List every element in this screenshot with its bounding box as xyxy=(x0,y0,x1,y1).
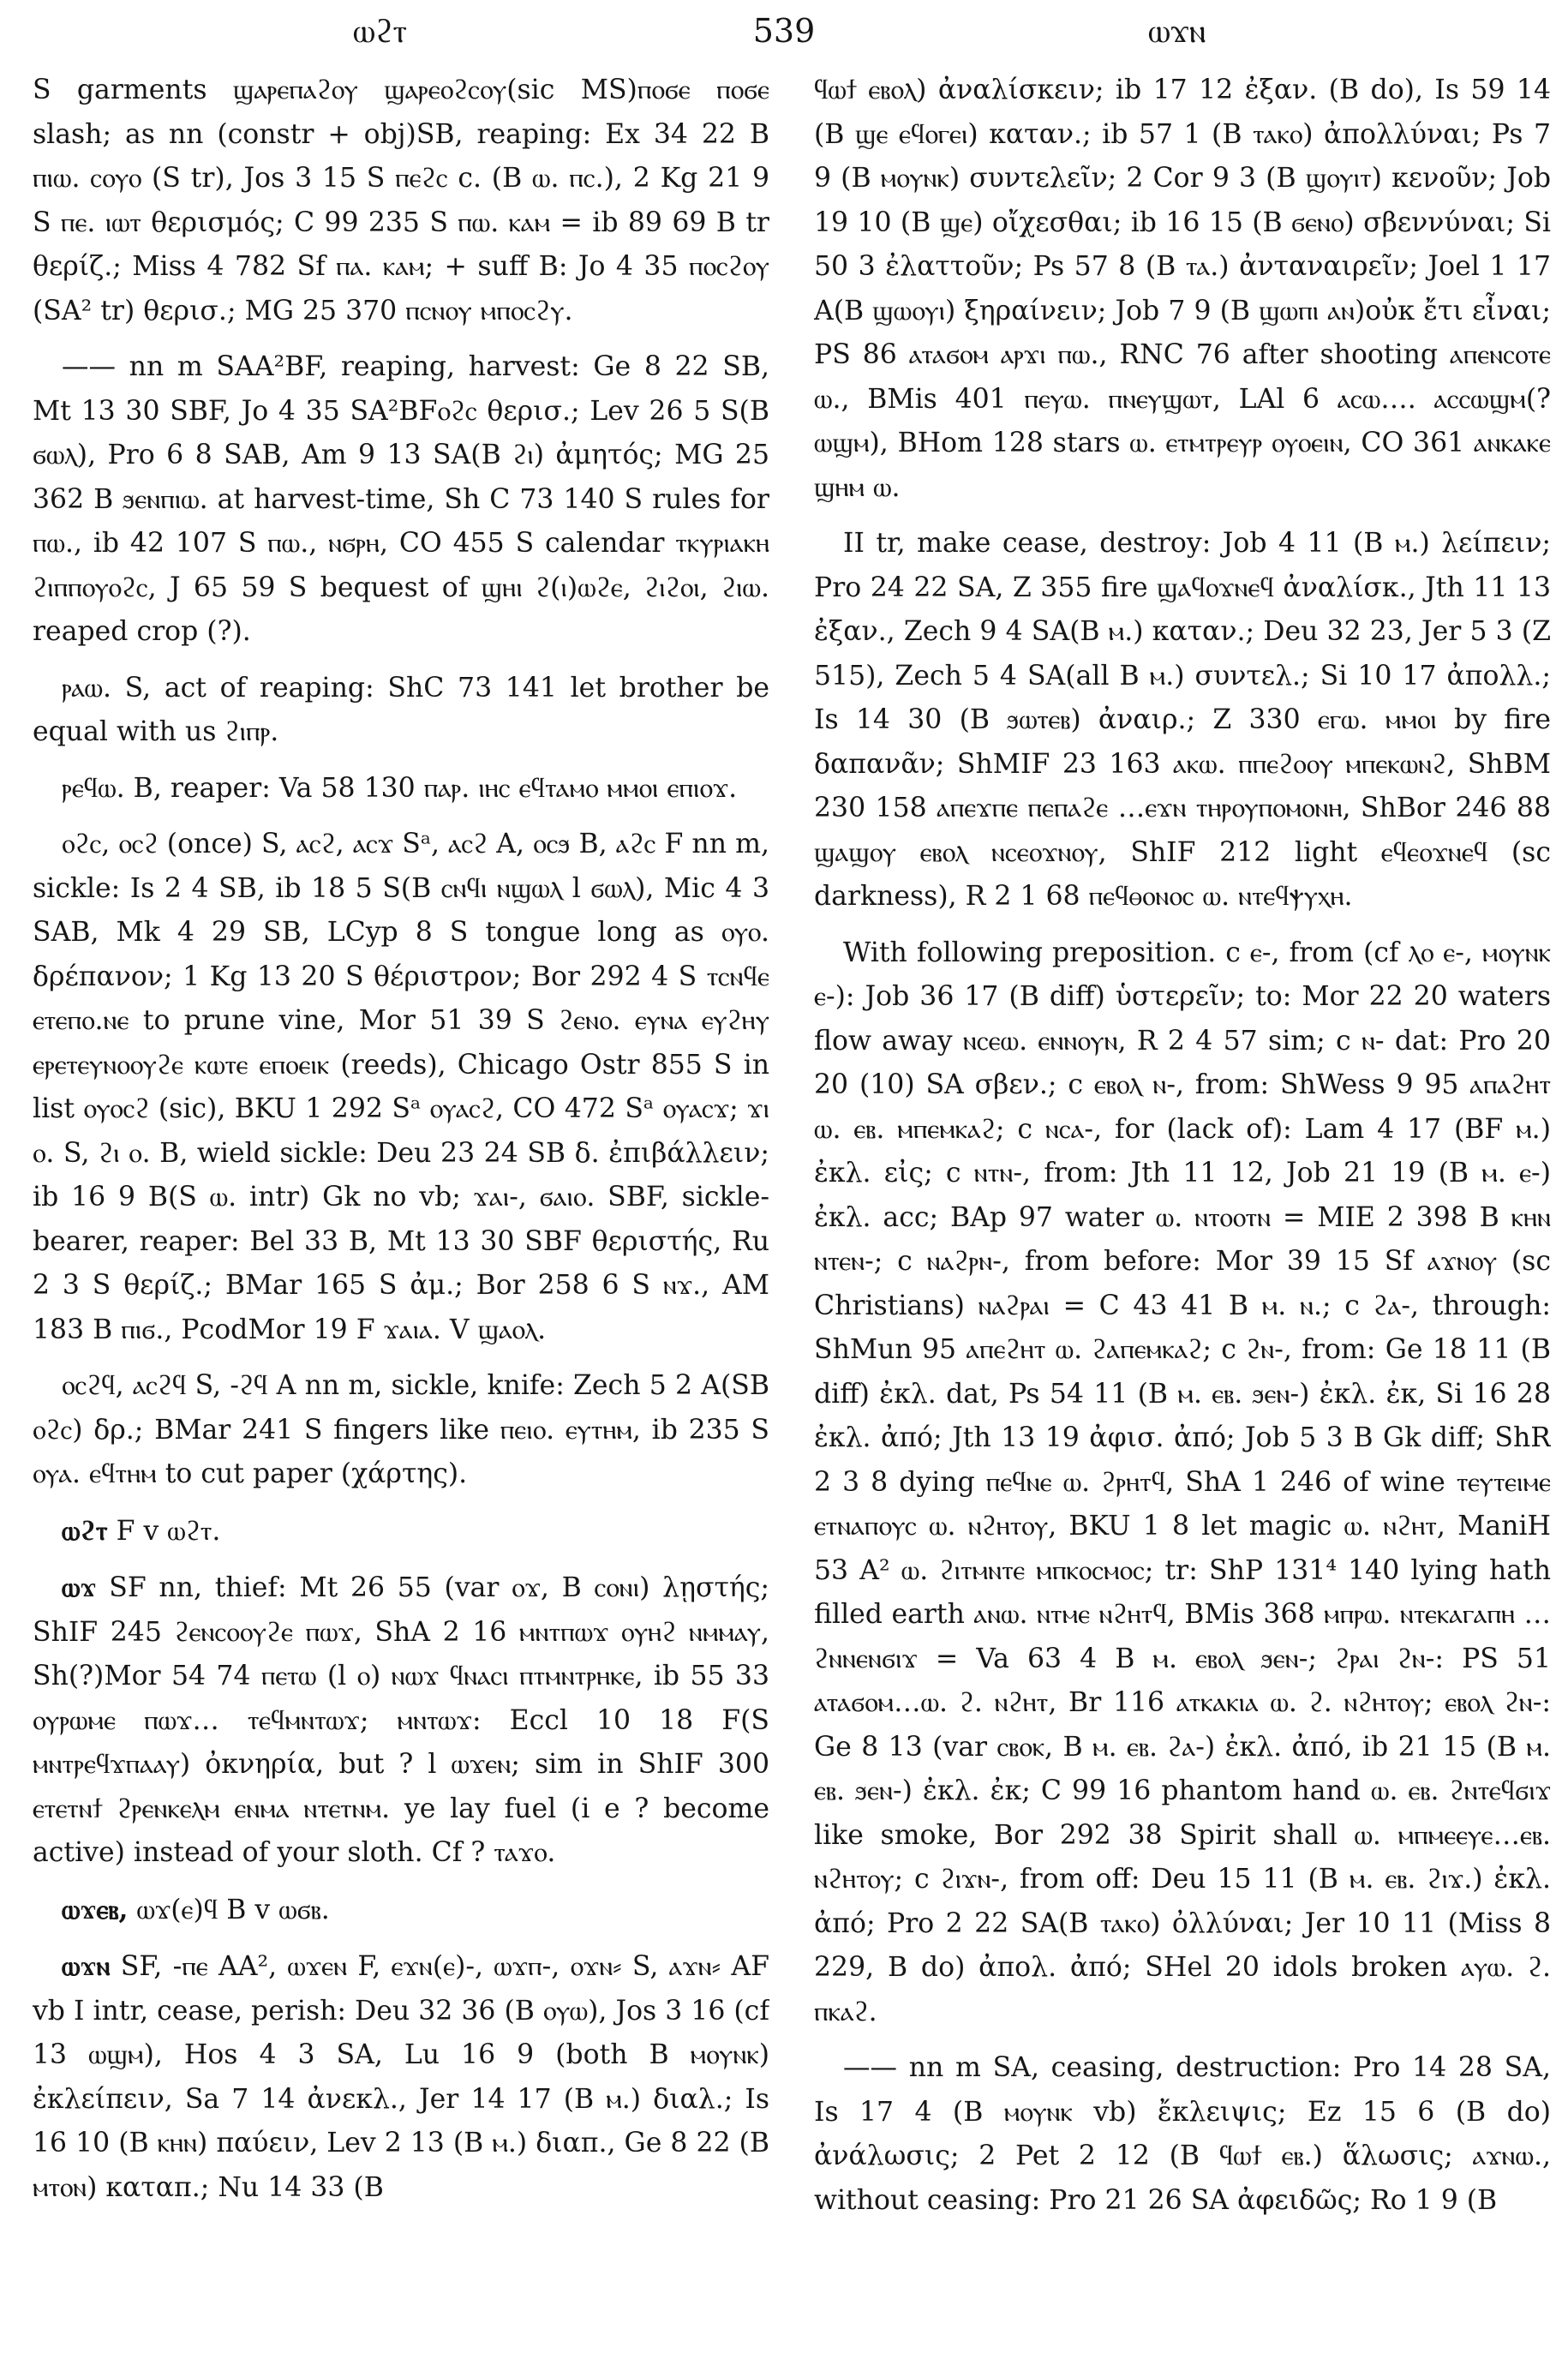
page-number: 539 xyxy=(752,12,816,50)
entry-continuation: ϥⲱϯ ⲉⲃⲟⲗ) ἀναλίσκειν; ib 17 12 ἐξαν. (B do), Is 59 14 (B ϣⲉ ⲉϥⲟⲅⲉⲓ) καταν.; ib 57 1 (B ⲧⲁⲕⲟ) ἀπολλύναι; Ps 7 9 (B ⲙⲟⲩⲛⲕ) συντελεῖν; 2 Cor 9 3 (B ϣⲟⲩⲓⲧ) κενοῦν; Job 19 10 (B ϣⲉ) οἴχεσθαι; ib 16 15 (B ϭⲉⲛⲟ) σβεννύναι; Si 50 3 ἐλαττοῦν; Ps 57 8 (B ⲧⲁ.) ἀνταναιρεῖν; Joel 1 17 A(B ϣⲱⲟⲩⲓ) ξηραίνειν; Job 7 9 (B ϣⲱⲡⲓ ⲁⲛ)οὐκ ἔτι εἶναι; PS 86 ⲁⲧⲁϭⲟⲙ ⲁⲣϫⲓ ⲡⲱ., RNC 76 after shooting ⲁⲡⲉⲛⲥⲟⲧⲉ ⲱ., BMis 401 ⲡⲉⲩⲱ. ⲡⲛⲉⲩϣⲱⲧ, LAl 6 ⲁⲥⲱ…. ⲁⲥⲥⲱϣⲙ(? ⲱϣⲙ), BHom 128 stars ⲱ. ⲉⲧⲙⲧⲣⲉⲩⲣ ⲟⲩⲟⲉⲓⲛ, CO 361 ⲁⲛⲕⲁⲕⲉ ϣⲏⲙ ⲱ. xyxy=(814,75,1551,503)
sub-entry: ⲟϩⲥ, ⲟⲥϩ (once) S, ⲁⲥϩ, ⲁⲥϫ Sᵃ, ⲁⲥϩ A, ⲟⲥϧ B, ⲁϩⲥ F nn m, sickle: Is 2 4 SB, ib 18 5 S(B ⲥⲛϥⲓ ⲛϣⲱⲗ l ϭⲱⲗ), Mic 4 3 SAB, Mk 4 29 SB, LCyp 8 S tongue long as ⲟⲩⲟ. δρέπανον; 1 Kg 13 20 S θέριστρον; Bor 292 4 S ⲧⲥⲛϥⲉ ⲉⲧⲉⲡⲟ.ⲛⲉ to prune vine, Mor 51 39 S ϩⲉⲛⲟ. ⲉⲩⲛⲁ ⲉⲩϩⲏⲩ ⲉⲣⲉⲧⲉⲩⲛⲟⲟⲩϩⲉ ⲕⲱⲧⲉ ⲉⲡⲟⲉⲓⲕ (reeds), Chicago Ostr 855 S in list ⲟⲩⲟⲥϩ (sic), BKU 1 292 Sᵃ ⲟⲩⲁⲥϩ, CO 472 Sᵃ ⲟⲩⲁⲥϫ; ϫⲓ ⲟ. S, ϩⲓ ⲟ. B, wield sickle: Deu 23 24 SB δ. ἐπιβάλλειν; ib 16 9 B(S ⲱ. intr) Gk no vb; ϫⲁⲓ-, ϭⲁⲓⲟ. SBF, sickle-bearer, reaper: Bel 33 B, Mt 13 30 SBF θεριστής, Ru 2 3 S θερίζ.; BMar 165 S ἀμ.; Bor 258 6 S ⲛϫ., AM 183 B ⲡⲓϭ., PcodMor 19 F ϫⲁⲓⲁ. V ϣⲁⲟⲗ. xyxy=(33,829,769,1345)
left-column xyxy=(33,69,769,2356)
entry-headword: ⲱϫⲉⲃ, xyxy=(62,1893,129,1925)
sub-entry: —— nn m SAA²BF, reaping, harvest: Ge 8 22 SB, Mt 13 30 SBF, Jo 4 35 SA²BFⲟϩⲥ θερισ.; Lev 26 5 S(B ϭⲱⲗ), Pro 6 8 SAB, Am 9 13 SA(B ϩⲓ) ἀμητός; MG 25 362 B ϧⲉⲛⲡⲓⲱ. at harvest-time, Sh C 73 140 S rules for ⲡⲱ., ib 42 107 S ⲡⲱ., ⲛϭⲣⲏ, CO 455 S calendar ⲧⲕⲩⲣⲓⲁⲕⲏ ϩⲓⲡⲡⲟⲩⲟϩⲥ, J 65 59 S bequest of ϣⲏⲓ ϩ(ⲓ)ⲱϩⲉ, ϩⲓϩⲟⲓ, ϩⲓⲱ. reaped crop (?). xyxy=(33,351,769,647)
sub-entry: II tr, make cease, destroy: Job 4 11 (B ⲙ.) λείπειν; Pro 24 22 SA, Z 355 fire ϣⲁϥⲟϫⲛⲉϥ ἀναλίσκ., Jth 11 13 ἐξαν., Zech 9 4 SA(B ⲙ.) καταν.; Deu 32 23, Jer 5 3 (Z 515), Zech 5 4 SA(all B ⲙ.) συντελ.; Si 10 17 ἀπολλ.; Is 14 30 (B ϧⲱⲧⲉⲃ) ἀναιρ.; Z 330 ⲉⲅⲱ. ⲙⲙⲟⲓ by fire δαπανᾶν; ShMIF 23 163 ⲁⲕⲱ. ⲡⲡⲉϩⲟⲟⲩ ⲙⲡⲉⲕⲱⲛϩ, ShBM 230 158 ⲁⲡⲉϫⲡⲉ ⲡⲉⲡⲁϩⲉ …ⲉϫⲛ ⲧⲏⲣⲟⲩⲡⲟⲙⲟⲛⲏ, ShBor 246 88 ϣⲁϣⲟⲩ ⲉⲃⲟⲗ ⲛⲥⲉⲟϫⲛⲟⲩ, ShIF 212 light ⲉϥⲉⲟϫⲛⲉϥ (sc darkness), R 2 1 68 ⲡⲉϥⲑⲟⲛⲟⲥ ⲱ. ⲛⲧⲉϥⲯⲩⲭⲏ. xyxy=(814,528,1551,912)
entry-headword: ⲱϫⲛ xyxy=(62,1950,111,1982)
dictionary-entry xyxy=(33,1566,769,1876)
dictionary-entry xyxy=(33,1888,769,1933)
entry-text: SF, -ⲡⲉ AA², ⲱϫⲉⲛ F, ⲉϫⲛ(ⲉ)-, ⲱϫⲡ-, ⲟϫⲛ⸗ S, ⲁϫⲛ⸗ AF vb I intr, cease, perish: Deu 32 36 (B ⲟⲩⲱ), Jos 3 16 (cf 13 ⲱϣⲙ), Hos 4 3 SA, Lu 16 9 (both B ⲙⲟⲩⲛⲕ) ἐκλείπειν, Sa 7 14 ἀνεκλ., Jer 14 17 (B ⲙ.) διαλ.; Is 16 10 (B ⲕⲏⲛ) παύειν, Lev 2 13 (B ⲙ.) διαπ., Ge 8 22 (B ⲙⲧⲟⲛ) καταπ.; Nu 14 33 (B xyxy=(33,1951,769,2203)
sub-entry: With following preposition. c ⲉ-, from (cf ⲗⲟ ⲉ-, ⲙⲟⲩⲛⲕ ⲉ-): Job 36 17 (B diff) ὑστερεῖν; to: Mor 22 20 waters flow away ⲛⲥⲉⲱ. ⲉⲛⲛⲟⲩⲛ, R 2 4 57 sim; c ⲛ- dat: Pro 20 20 (10) SA σβεν.; c ⲉⲃⲟⲗ ⲛ-, from: ShWess 9 95 ⲁⲡⲁϩⲏⲧ ⲱ. ⲉⲃ. ⲙⲡⲉⲙⲕⲁϩ; c ⲛⲥⲁ-, for (lack of): Lam 4 17 (BF ⲙ.) ἐκλ. εἰς; c ⲛⲧⲛ-, from: Jth 11 12, Job 21 19 (B ⲙ. ⲉ-) ἐκλ. acc; BAp 97 water ⲱ. ⲛⲧⲟⲟⲧⲛ = MIE 2 398 B ⲕⲏⲛ ⲛⲧⲉⲛ-; c ⲛⲁϩⲣⲛ-, from before: Mor 39 15 Sf ⲁϫⲛⲟⲩ (sc Christians) ⲛⲁϩⲣⲁⲓ = C 43 41 B ⲙ. ⲛ.; c ϩⲁ-, through: ShMun 95 ⲁⲡⲉϩⲏⲧ ⲱ. ϩⲁⲡⲉⲙⲕⲁϩ; c ϩⲛ-, from: Ge 18 11 (B diff) ἐκλ. dat, Ps 54 11 (B ⲙ. ⲉⲃ. ϧⲉⲛ-) ἐκλ. ἐκ, Si 16 28 ἐκλ. ἀπό; Jth 13 19 ἀφισ. ἀπό; Job 5 3 B Gk diff; ShR 2 3 8 dying ⲡⲉϥⲛⲉ ⲱ. ϩⲣⲏⲧϥ, ShA 1 246 of wine ⲧⲉⲩⲧⲉⲓⲙⲉ ⲉⲧⲛⲁⲡⲟⲩⲥ ⲱ. ⲛϩⲏⲧⲟⲩ, BKU 1 8 let magic ⲱ. ⲛϩⲏⲧ, ManiH 53 A² ⲱ. ϩⲓⲧⲙⲛⲧⲉ ⲙⲡⲕⲟⲥⲙⲟⲥ; tr: ShP 131⁴ 140 lying hath filled earth ⲁⲛⲱ. ⲛⲧⲙⲉ ⲛϩⲏⲧϥ, BMis 368 ⲙⲡⲣⲱ. ⲛⲧⲉⲕⲁⲅⲁⲡⲏ … ϩⲛⲛⲉⲛϭⲓϫ = Va 63 4 B ⲙ. ⲉⲃⲟⲗ ϧⲉⲛ-; ϩⲣⲁⲓ ϩⲛ-: PS 51 ⲁⲧⲁϭⲟⲙ…ⲱ. ϩ. ⲛϩⲏⲧ, Br 116 ⲁⲧⲕⲁⲕⲓⲁ ⲱ. ϩ. ⲛϩⲏⲧⲟⲩ; ⲉⲃⲟⲗ ϩⲛ-: Ge 8 13 (var ⲥⲃⲟⲕ, B ⲙ. ⲉⲃ. ϩⲁ-) ἐκλ. ἀπό, ib 21 15 (B ⲙ. ⲉⲃ. ϧⲉⲛ-) ἐκλ. ἐκ; C 99 16 phantom hand ⲱ. ⲉⲃ. ϩⲛⲧⲉϥϭⲓϫ like smoke, Bor 292 38 Spirit shall ⲱ. ⲙⲡⲙⲉⲉⲩⲉ…ⲉⲃ. ⲛϩⲏⲧⲟⲩ; c ϩⲓϫⲛ-, from off: Deu 15 11 (B ⲙ. ⲉⲃ. ϩⲓϫ.) ἐκλ. ἀπό; Pro 2 22 SA(B ⲧⲁⲕⲟ) ὀλλύναι; Jer 10 11 (Miss 8 229, B do) ἀπολ. ἀπό; SHel 20 idols broken ⲁⲩⲱ. ϩ. ⲡⲕⲁϩ. xyxy=(814,937,1551,2027)
sub-entry: —— nn m SA, ceasing, destruction: Pro 14 28 SA, Is 17 4 (B ⲙⲟⲩⲛⲕ vb) ἔκλειψις; Ez 15 6 (B do) ἀνάλωσις; 2 Pet 2 12 (B ϥⲱϯ ⲉⲃ.) ἅλωσις; ⲁϫⲛⲱ., without ceasing: Pro 21 26 SA ἀφειδῶς; Ro 1 9 (B xyxy=(814,2052,1551,2216)
sub-entry: ⲣⲁⲱ. S, act of reaping: ShC 73 141 let brother be equal with us ϩⲓⲡⲣ. xyxy=(33,672,769,747)
dictionary-entry xyxy=(33,1509,769,1554)
entry-text: F v ⲱϩⲧ. xyxy=(116,1515,221,1547)
right-column xyxy=(814,69,1551,2356)
running-head-left: ⲱϩⲧ xyxy=(353,12,407,50)
sub-entry: ⲟⲥϩϥ, ⲁⲥϩϥ S, -ϩϥ A nn m, sickle, knife: Zech 5 2 A(SB ⲟϩⲥ) δρ.; BMar 241 S fingers like ⲡⲉⲓⲟ. ⲉⲩⲧⲏⲙ, ib 235 S ⲟⲩⲁ. ⲉϥⲧⲏⲙ to cut paper (χάρτης). xyxy=(33,1370,769,1489)
sub-entry: ⲣⲉϥⲱ. B, reaper: Va 58 130 ⲡⲁⲣ. ⲓⲏⲥ ⲉϥⲧⲁⲙⲟ ⲙⲙⲟⲓ ⲉⲡⲓⲟϫ. xyxy=(62,772,738,804)
entry-continuation: S garments ϣⲁⲣⲉⲡⲁϩⲟⲩ ϣⲁⲣⲉⲟϩⲥⲟⲩ(sic MS)ⲡⲟϭⲉ ⲡⲟϭⲉ slash; as nn (constr + obj)SB, reaping: Ex 34 22 B ⲡⲓⲱ. ⲥⲟⲩⲟ (S tr), Jos 3 15 S ⲡⲉϩⲥ c. (B ⲱ. ⲡⲥ.), 2 Kg 21 9 S ⲡⲉ. ⲓⲱⲧ θερισμός; C 99 235 S ⲡⲱ. ⲕⲁⲙ = ib 89 69 B tr θερίζ.; Miss 4 782 Sf ⲡⲁ. ⲕⲁⲙ; + suff B: Jo 4 35 ⲡⲟⲥϩⲟⲩ (SA² tr) θερισ.; MG 25 370 ⲡⲥⲛⲟⲩ ⲙⲡⲟⲥϩⲩ. xyxy=(33,75,769,326)
entry-headword: ⲱϩⲧ xyxy=(62,1514,108,1547)
entry-text: ⲱϫ(ⲉ)ϥ B v ⲱϭⲃ. xyxy=(136,1894,330,1925)
dictionary-entry xyxy=(33,1944,769,2210)
running-head-right: ⲱϫⲛ xyxy=(1148,12,1206,50)
entry-text: SF nn, thief: Mt 26 55 (var ⲟϫ, B ⲥⲟⲛⲓ) λῃστής; ShIF 245 ϩⲉⲛⲥⲟⲟⲩϩⲉ ⲡⲱϫ, ShA 2 16 ⲙⲛⲧⲡⲱϫ ⲟⲩⲏϩ ⲛⲙⲙⲁⲩ, Sh(?)Mor 54 74 ⲡⲉⲧⲱ (l ⲟ) ⲛⲱϫ ϥⲛⲁⲥⲓ ⲡⲧⲙⲛⲧⲣⲏⲕⲉ, ib 55 33 ⲟⲩⲣⲱⲙⲉ ⲡⲱϫ… ⲧⲉϥⲙⲛⲧⲱϫ; ⲙⲛⲧⲱϫ: Eccl 10 18 F(S ⲙⲛⲧⲣⲉϥϫⲡⲁⲁⲩ) ὀκνηρία, but ? l ⲱϫⲉⲛ; sim in ShIF 300 ⲉⲧⲉⲧⲛϯ ϩⲣⲉⲛⲕⲉⲗⲙ ⲉⲛⲙⲁ ⲛⲧⲉⲧⲛⲙ. ye lay fuel (i e ? become active) instead of your sloth. Cf ? ⲧⲁϫⲟ. xyxy=(33,1572,769,1868)
entry-headword: ⲱϫ xyxy=(62,1572,97,1603)
